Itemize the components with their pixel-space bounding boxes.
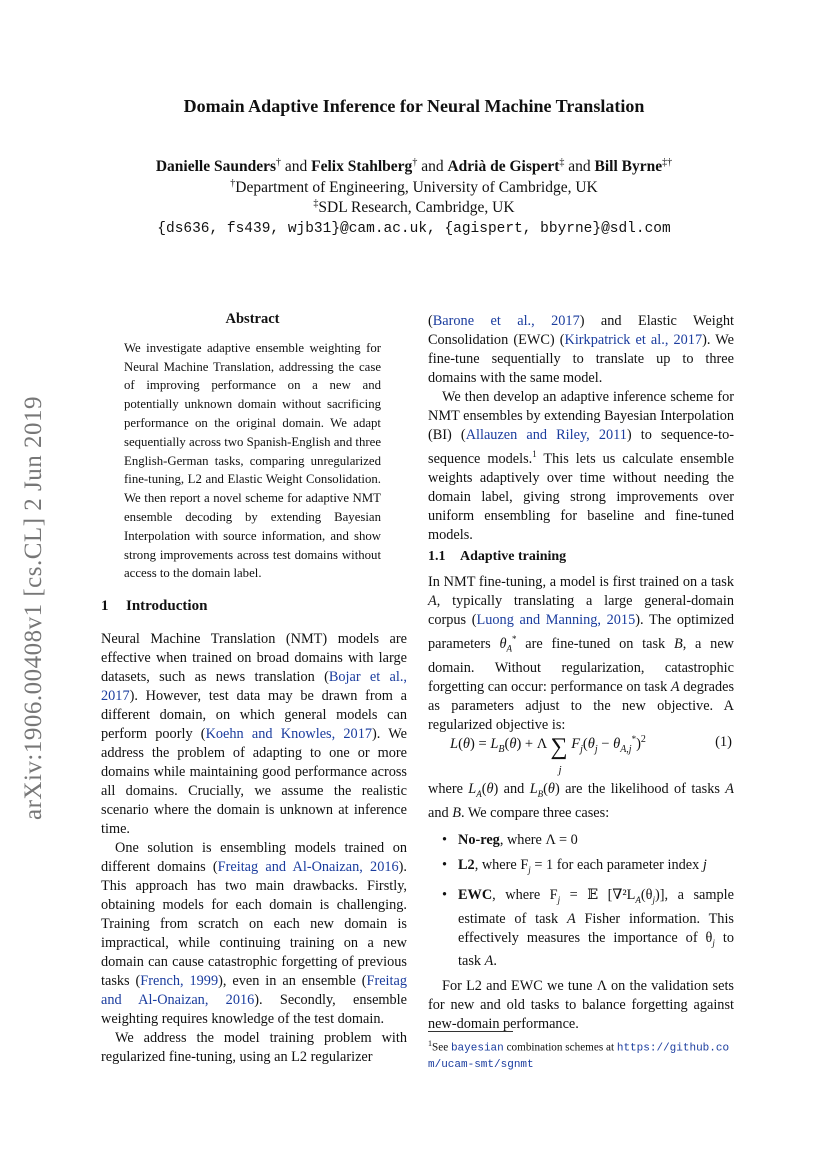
equation-number: (1) <box>715 734 732 750</box>
author-name: Bill Byrne <box>594 158 663 175</box>
abstract <box>124 310 381 583</box>
intro-paragraph-3: We address the model training problem with regularized fine-tuning, using an L2 regularizer <box>101 1030 407 1065</box>
footnote: $^1$See bayesian combination schemes at https://github.com/ucam-smt/sgnmt <box>428 1039 730 1071</box>
author-name: Felix Stahlberg <box>311 158 413 175</box>
footnote-number: 1 <box>428 1039 432 1048</box>
equation-1 <box>428 730 734 776</box>
list-item: • EWC, where $F_j$ = 𝔼 $[\nabla^2L_A(\theta_j)]$, a sample estimate of task A Fisher information. This effectively measures the importance of $\theta_j$ to task A. <box>428 886 734 972</box>
list-item: • No-reg, where Λ = 0 <box>428 831 734 850</box>
email-sdl: {agispert, bbyrne}@sdl.com <box>444 220 671 237</box>
author-emails: {ds636, fs439, wjb31}@cam.ac.uk, {agispert, bbyrne}@sdl.com <box>157 220 671 237</box>
abstract-heading: Abstract <box>225 311 280 327</box>
subsection-heading-adaptive-training: 1.1 Adaptive training <box>428 549 567 564</box>
likelihood-paragraph: where $L_A(\theta)$ and $L_B(\theta)$ are the likelihood of tasks A and B. We compare three cases: <box>428 781 735 821</box>
adaptive-training-paragraph: In NMT fine-tuning, a model is first trained on a task A, typically translating a large general-domain corpus (Luong and Manning, 2015). The optimized parameters $\theta_A^*$ are fine-tuned on task B, a new domain. Without regularization, catastrophic forgetting can occur: performance on task A degrades as parameters adjust to the new objective. A regularized objective is: <box>428 574 735 733</box>
abstract-text: We investigate adaptive ensemble weighting for Neural Machine Translation, addressing the case of improving performance on a new and potentially unknown domain without sacrificing performance on the original domain. We adapt sequentially across two Spanish-English and three English-German tasks, comparing unregularized fine-tuning, L2 and Elastic Weight Consolidation. We then report a novel scheme for adaptive NMT ensemble decoding by extending Bayesian Interpolation with source information, and show strong improvements across test domains without access to the domain label. <box>124 340 381 581</box>
citation-link[interactable]: Freitag and Al-Onaizan, 2016 <box>101 973 407 1008</box>
intro-paragraph-2: One solution is ensembling models trained on different domains (Freitag and Al-Onaizan, 2016). This approach has two main drawbacks. Firstly, obtaining models for each domain is challenging. Training from scratch on each new domain is impractical, while continuing training on a new domain can cause catastrophic forgetting of previous tasks (French, 1999), even in an ensemble (Freitag and Al-Onaizan, 2016). Secondly, ensemble weighting requires knowledge of the test domain. <box>101 840 407 1027</box>
equation-formula: $L(\theta) = L_B(\theta) + \Lambda$ ∑ j $F_j(\theta_j - \theta_{A,j}^*)^2$ <box>450 734 646 776</box>
citation-link[interactable]: Allauzen and Riley, 2011 <box>465 427 627 443</box>
right-column-middle <box>428 573 734 735</box>
tuning-paragraph: For L2 and EWC we tune Λ on the validation sets for new and old tasks to balance forgetting against new-domain performance. <box>428 978 734 1033</box>
author-line: Danielle Saunders† and Felix Stahlberg† and Adrià de Gispert‡ and Bill Byrne‡† <box>155 156 673 175</box>
citation-link[interactable]: Kirkpatrick et al., 2017 <box>564 332 703 348</box>
section-heading-introduction: 1 Introduction <box>101 598 208 614</box>
authors-block <box>0 157 828 239</box>
author-name: Danielle Saunders <box>155 158 276 175</box>
right-paragraph-2: We then develop an adaptive inference scheme for NMT ensembles by extending Bayesian Interpolation (BI) (Allauzen and Riley, 2011) to sequence-to-sequence models.$^1$ This lets us calculate ensemble weights adaptively over time without needing the domain label, giving strong improvements over uniform ensembling for baseline and fine-tuned models. <box>428 389 735 543</box>
arxiv-sidebar <box>14 368 54 848</box>
regularization-cases-list <box>428 831 734 972</box>
footnote-marker: 1 <box>532 449 537 459</box>
right-paragraph-1: (Barone et al., 2017) and Elastic Weight Consolidation (EWC) (Kirkpatrick et al., 2017). We fine-tune sequentially to translate up to three domains with the same model. <box>428 313 734 386</box>
right-column-top <box>428 312 734 545</box>
affiliation-sdl: ‡SDL Research, Cambridge, UK <box>313 197 515 216</box>
citation-link[interactable]: Freitag and Al-Onaizan, 2016 <box>217 859 399 875</box>
left-column <box>101 630 407 1067</box>
citation-link[interactable]: French, 1999 <box>140 973 219 989</box>
paper-title: Domain Adaptive Inference for Neural Machine Translation <box>183 96 645 116</box>
arxiv-identifier: arXiv:1906.00408v1 [cs.CL] 2 Jun 2019 <box>20 395 47 821</box>
citation-link[interactable]: Bojar et al., 2017 <box>101 669 407 704</box>
affiliation-cambridge: †Department of Engineering, University of Cambridge, UK <box>230 177 598 196</box>
author-name: Adrià de Gispert <box>447 158 560 175</box>
email-cambridge: {ds636, fs439, wjb31}@cam.ac.uk <box>157 220 428 237</box>
citation-link[interactable]: Koehn and Knowles, 2017 <box>205 726 372 742</box>
citation-link[interactable]: Barone et al., 2017 <box>432 313 580 329</box>
right-column-bottom <box>428 780 734 1034</box>
code-token: bayesian <box>450 1042 504 1055</box>
footnote-divider <box>428 1031 513 1032</box>
list-item: • L2, where $F_j = 1$ for each parameter index j <box>428 856 734 880</box>
citation-link[interactable]: Luong and Manning, 2015 <box>476 612 636 628</box>
intro-paragraph-1: Neural Machine Translation (NMT) models are effective when trained on broad domains with large datasets, such as news translation (Bojar et al., 2017). However, test data may be drawn from a different domain, on which general models can perform poorly (Koehn and Knowles, 2017). We address the problem of adapting to one or more domains while maintaining good performance across all domains. Crucially, we assume the realistic scenario where the domain is unknown at inference time. <box>101 631 407 837</box>
sgnmt-url-link[interactable]: https://github.com/ucam-smt/sgnmt <box>428 1042 730 1071</box>
